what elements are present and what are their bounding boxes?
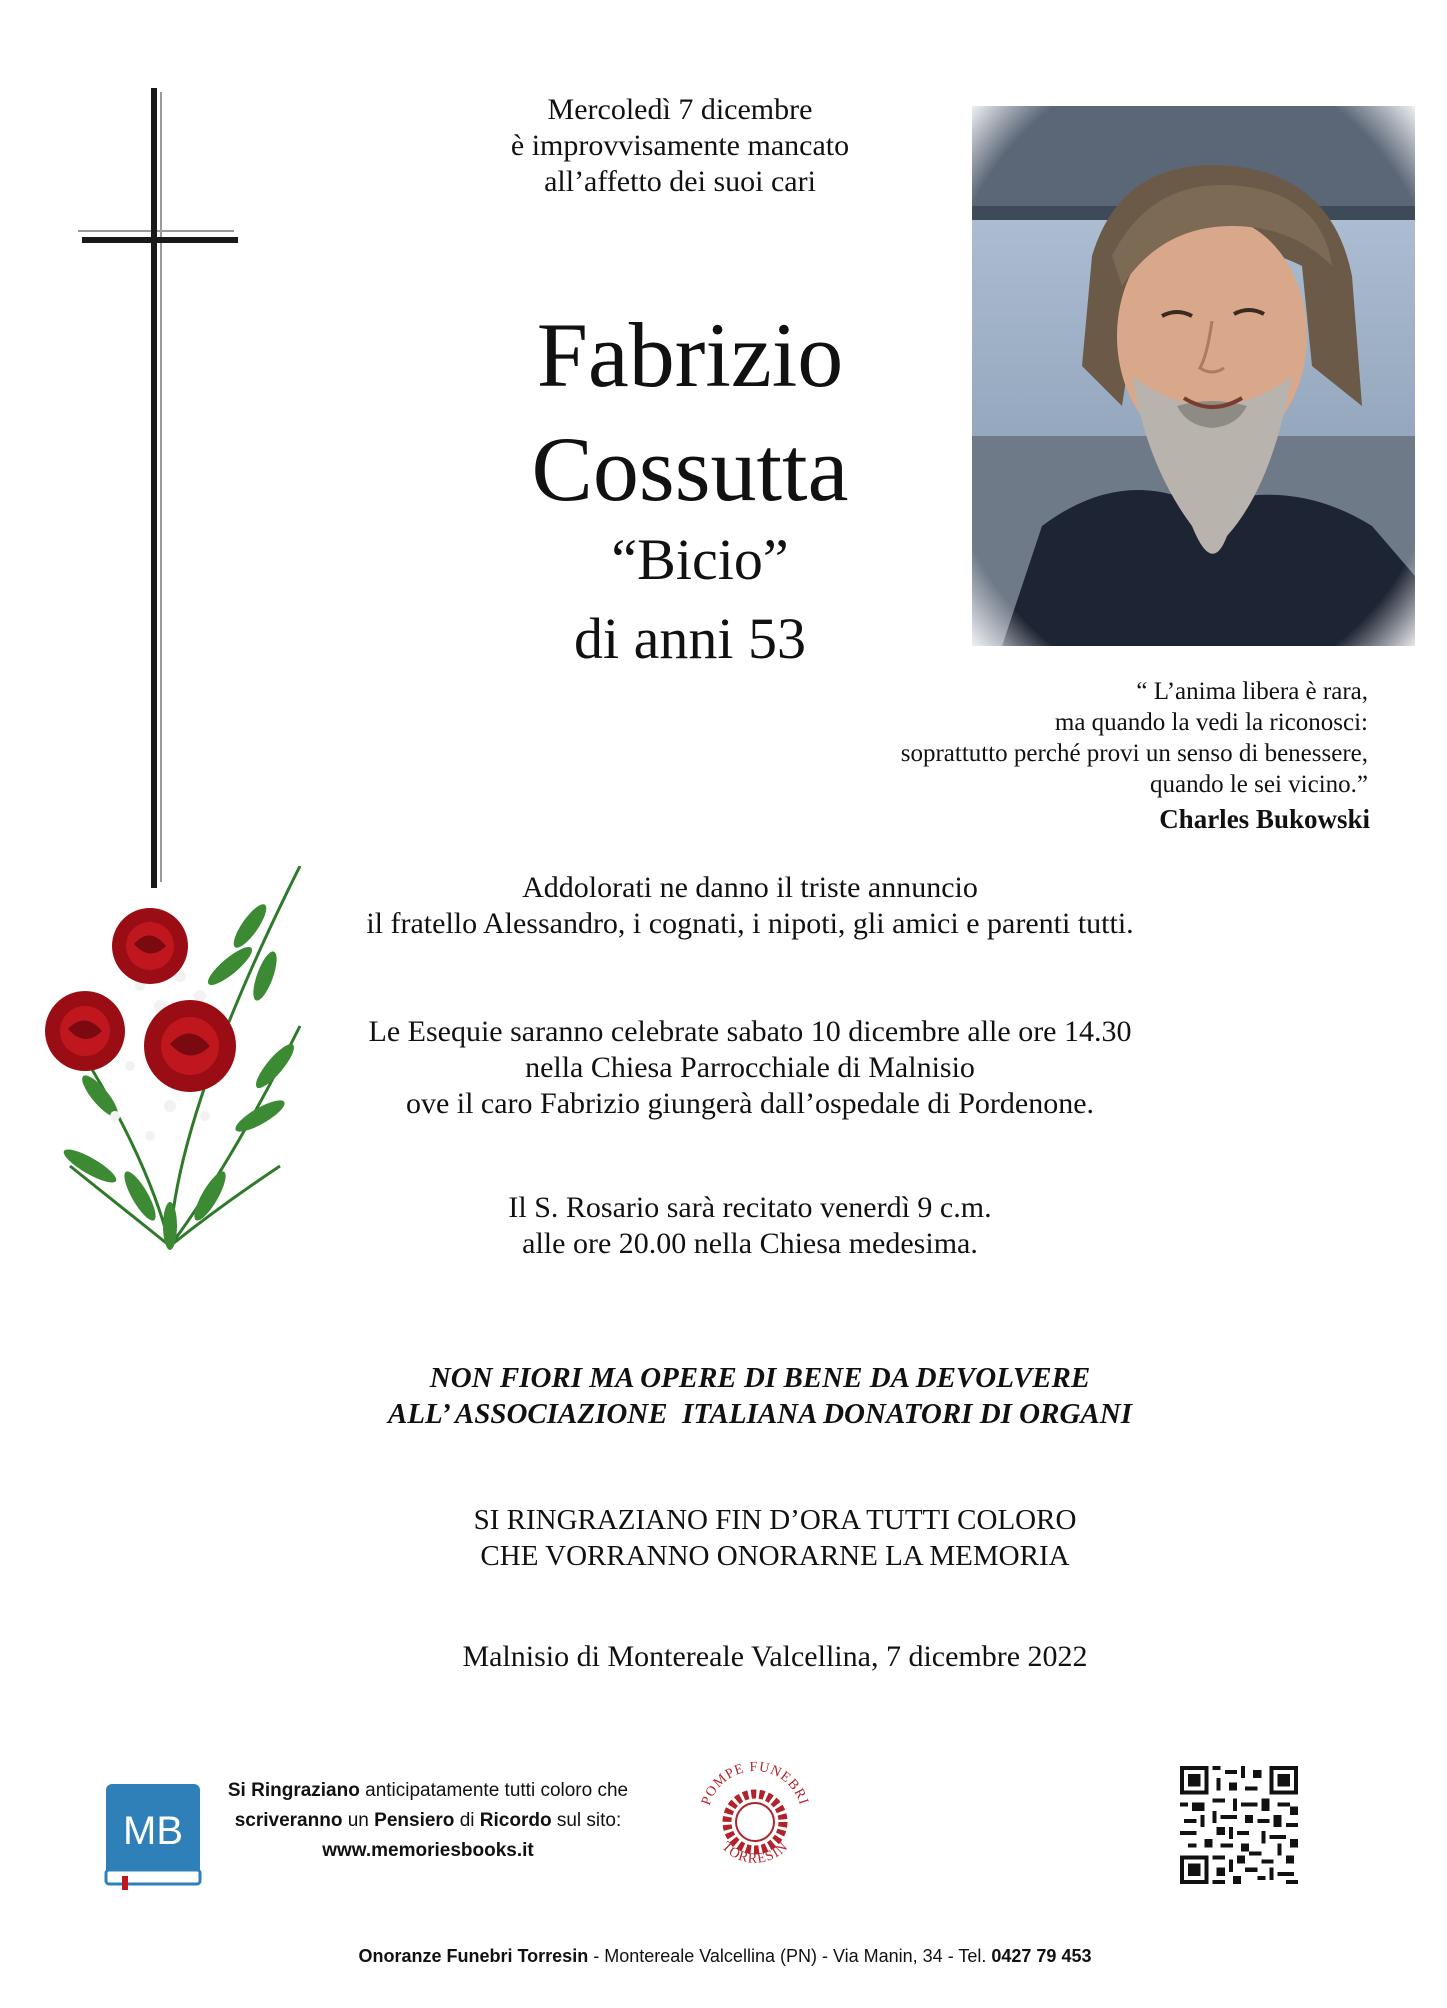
quote-line: ma quando la vedi la riconosci: — [1054, 709, 1368, 736]
rosary-line: alle ore 20.00 nella Chiesa medesima. — [522, 1227, 978, 1260]
qr-code[interactable] — [1180, 1766, 1298, 1884]
donation-line: NON FIORI MA OPERE DI BENE DA DEVOLVERE — [429, 1362, 1091, 1394]
footer-company: Onoranze Funebri Torresin — [358, 1946, 589, 1966]
intro-line: Mercoledì 7 dicembre — [547, 93, 813, 126]
rosary-line: Il S. Rosario sarà recitato venerdì 9 c.m. — [508, 1191, 992, 1224]
quote — [770, 676, 1368, 800]
last-name: Cossutta — [531, 418, 849, 520]
pompe-funebri-torresin-logo — [694, 1752, 816, 1884]
cross-shadow-vertical — [160, 92, 162, 882]
donation-line: ALL’ ASSOCIAZIONE ITALIANA DONATORI DI ORGANI — [388, 1398, 1132, 1430]
mb-text-line: scriveranno un Pensiero di Ricordo sul sito: — [234, 1810, 622, 1831]
memoriesbooks-text — [208, 1776, 648, 1866]
svg-text:TORRESIN: TORRESIN — [718, 1839, 792, 1867]
rosary-info — [300, 1190, 1200, 1262]
intro-text — [440, 92, 920, 200]
thanks-message — [300, 1502, 1250, 1574]
footer-phone[interactable]: 0427 79 453 — [991, 1946, 1092, 1966]
roses-bouquet-image — [30, 866, 310, 1266]
mb-logo-text: MB — [123, 1809, 183, 1853]
donation-request — [260, 1360, 1260, 1432]
funeral-info — [300, 1014, 1200, 1122]
place-and-date: Malnisio di Montereale Valcellina, 7 dicembre 2022 — [462, 1640, 1088, 1673]
thanks-line: CHE VORRANNO ONORARNE LA MEMORIA — [480, 1540, 1070, 1572]
memoriesbooks-logo[interactable] — [104, 1782, 204, 1890]
age: di anni 53 — [574, 606, 806, 671]
first-name: Fabrizio — [536, 304, 844, 406]
footer-address: - Montereale Valcellina (PN) - Via Manin, 34 - Tel. — [588, 1946, 992, 1966]
svg-text:POMPE FUNEBRI: POMPE FUNEBRI — [699, 1759, 811, 1808]
quote-line: soprattutto perché provi un senso di benessere, — [900, 740, 1368, 767]
footer-contact — [150, 1946, 1300, 1967]
funeral-line: ove il caro Fabrizio giungerà dall’ospedale di Pordenone. — [405, 1087, 1095, 1120]
cross-horizontal-bar — [82, 237, 238, 243]
announcement-line: il fratello Alessandro, i cognati, i nipoti, gli amici e parenti tutti. — [366, 907, 1134, 940]
nickname: “Bicio” — [611, 527, 789, 592]
quote-line: quando le sei vicino.” — [1150, 771, 1368, 798]
quote-author: Charles Bukowski — [1159, 804, 1370, 834]
portrait-photo — [972, 106, 1415, 646]
funeral-line: Le Esequie saranno celebrate sabato 10 dicembre alle ore 14.30 — [368, 1015, 1132, 1048]
funeral-line: nella Chiesa Parrocchiale di Malnisio — [525, 1051, 975, 1084]
thanks-line: SI RINGRAZIANO FIN D’ORA TUTTI COLORO — [473, 1504, 1077, 1536]
announcement-line: Addolorati ne danno il triste annuncio — [522, 871, 978, 904]
memoriesbooks-link[interactable]: www.memoriesbooks.it — [322, 1840, 534, 1861]
intro-line: è improvvisamente mancato — [510, 129, 850, 162]
announcement — [300, 870, 1200, 942]
intro-line: all’affetto dei suoi cari — [544, 165, 816, 198]
cross-vertical-bar — [151, 88, 157, 888]
mb-text-line: Si Ringraziano anticipatamente tutti coloro che — [227, 1780, 629, 1801]
quote-line: “ L’anima libera è rara, — [1136, 678, 1368, 705]
